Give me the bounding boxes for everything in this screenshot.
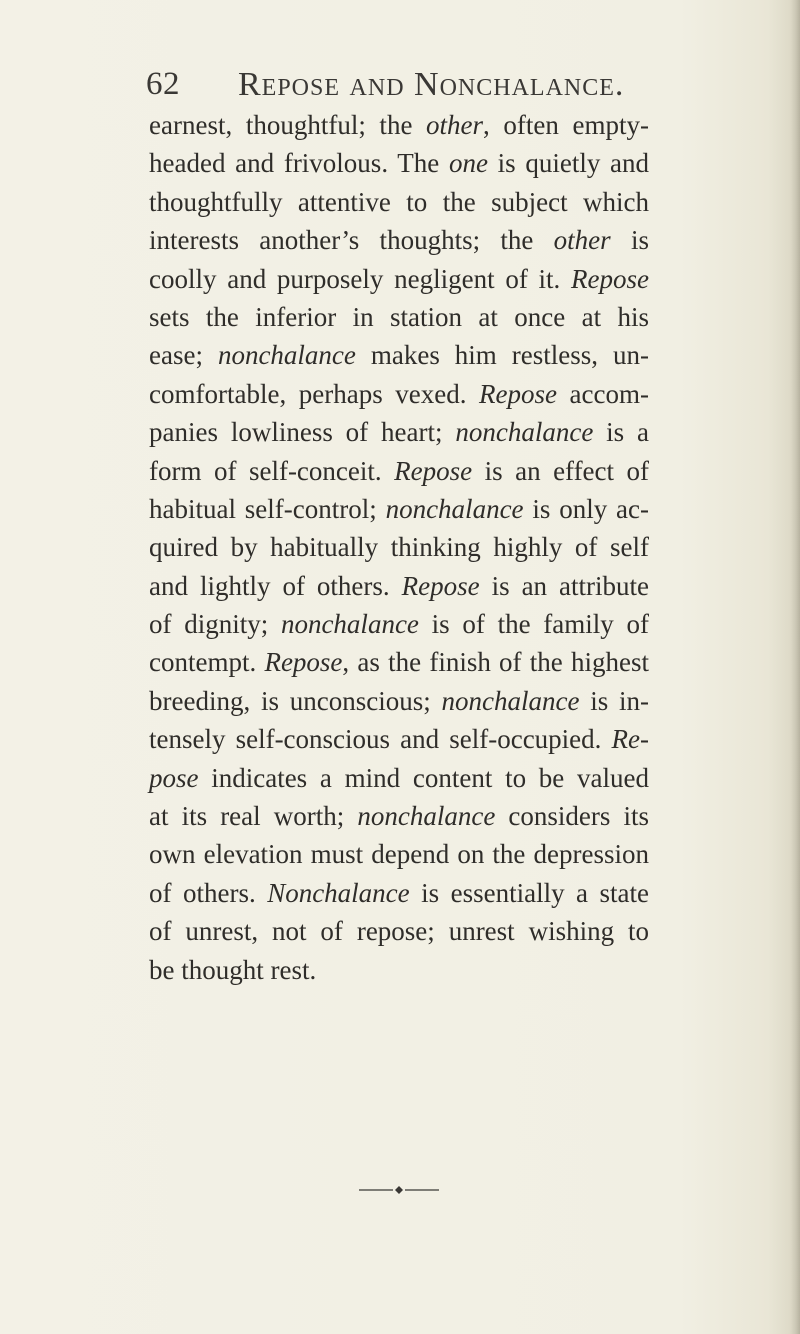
text-line [149, 835, 649, 873]
text-run: is essentially a state [409, 877, 649, 908]
text-run: , as the finish of the highest [342, 647, 649, 678]
italic-word: Repose [401, 570, 480, 601]
text-line [149, 567, 649, 605]
text-line [149, 413, 649, 451]
body-text [149, 106, 649, 989]
text-line [149, 144, 649, 182]
italic-word: other [553, 225, 611, 256]
text-run: is an attribute [479, 570, 649, 601]
text-run: is of the family of [418, 609, 649, 640]
italic-word: other [426, 110, 484, 140]
text-line [149, 720, 649, 758]
text-line [149, 797, 649, 835]
italic-word: nonchalance [280, 609, 419, 640]
text-line [149, 912, 649, 950]
text-run: quired by habitually thinking highly of self [149, 532, 649, 563]
text-run: earnest, thoughtful; the [149, 110, 427, 140]
italic-word: Repose [264, 647, 343, 678]
text-run: , often empty- [483, 110, 649, 140]
text-run: form of self-conceit. [149, 455, 395, 486]
italic-word: nonchalance [441, 685, 580, 716]
text-line [149, 452, 649, 490]
text-run: makes him restless, un- [355, 340, 649, 371]
text-run: is a [593, 417, 649, 448]
italic-word: Re- [611, 724, 649, 755]
text-run: is in- [579, 685, 649, 716]
text-line [149, 490, 649, 528]
italic-word: Repose [479, 378, 557, 409]
text-line [149, 951, 649, 989]
text-line [149, 874, 649, 912]
text-line [149, 260, 649, 298]
text-run: coolly and purposely negligent of it. [149, 263, 572, 294]
text-run: ease; [149, 340, 218, 371]
text-run: contempt. [149, 647, 265, 678]
text-line [149, 183, 649, 221]
text-run: own elevation must depend on the depression [149, 839, 649, 870]
italic-word: one [448, 148, 488, 179]
text-run: tensely self-conscious and self-occupied. [149, 724, 612, 755]
text-run: accom- [557, 378, 649, 409]
text-line [149, 106, 649, 144]
text-run: be thought rest. [149, 954, 317, 985]
italic-word: Repose [571, 263, 649, 294]
text-line [149, 682, 649, 720]
text-line [149, 759, 649, 797]
text-run: comfortable, perhaps vexed. [149, 378, 480, 409]
diamond-rule-icon [359, 1184, 439, 1196]
text-line [149, 298, 649, 336]
text-run: is quietly and [487, 148, 650, 179]
italic-word: Nonchalance [267, 877, 410, 908]
page-number: 62 [146, 66, 180, 102]
text-run: and lightly of others. [149, 570, 402, 601]
text-run: sets the inferior in station at once at his [149, 301, 649, 332]
text-run: is [610, 225, 649, 256]
text-run: at its real worth; [149, 801, 358, 832]
text-run: of dignity; [149, 609, 281, 640]
text-run: headed and frivolous. The [149, 148, 449, 179]
page-edge-shadow [790, 0, 800, 1334]
running-title: Repose and Nonchalance. [238, 66, 625, 103]
text-run: breeding, is unconscious; [149, 685, 442, 716]
text-run: considers its [495, 801, 649, 832]
text-line [149, 336, 649, 374]
text-line [149, 643, 649, 681]
italic-word: nonchalance [217, 340, 356, 371]
italic-word: pose [149, 762, 199, 793]
italic-word: nonchalance [357, 801, 496, 832]
text-run: habitual self-control; [149, 493, 386, 524]
text-run: thoughtfully attentive to the subject which [149, 186, 649, 217]
text-run: interests another’s thoughts; the [149, 225, 554, 256]
text-line [149, 605, 649, 643]
italic-word: nonchalance [385, 493, 524, 524]
italic-word: Repose [394, 455, 473, 486]
text-run: indicates a mind content to be valued [198, 762, 649, 793]
text-line [149, 528, 649, 566]
italic-word: nonchalance [455, 417, 594, 448]
text-run: of others. [149, 877, 268, 908]
text-run: is only ac- [523, 493, 649, 524]
text-run: is an effect of [472, 455, 650, 486]
text-run: panies lowliness of heart; [149, 417, 456, 448]
ornament-diamond [395, 1186, 403, 1194]
text-line [149, 221, 649, 259]
text-run: of unrest, not of repose; unrest wishing to [149, 916, 649, 947]
text-line [149, 375, 649, 413]
